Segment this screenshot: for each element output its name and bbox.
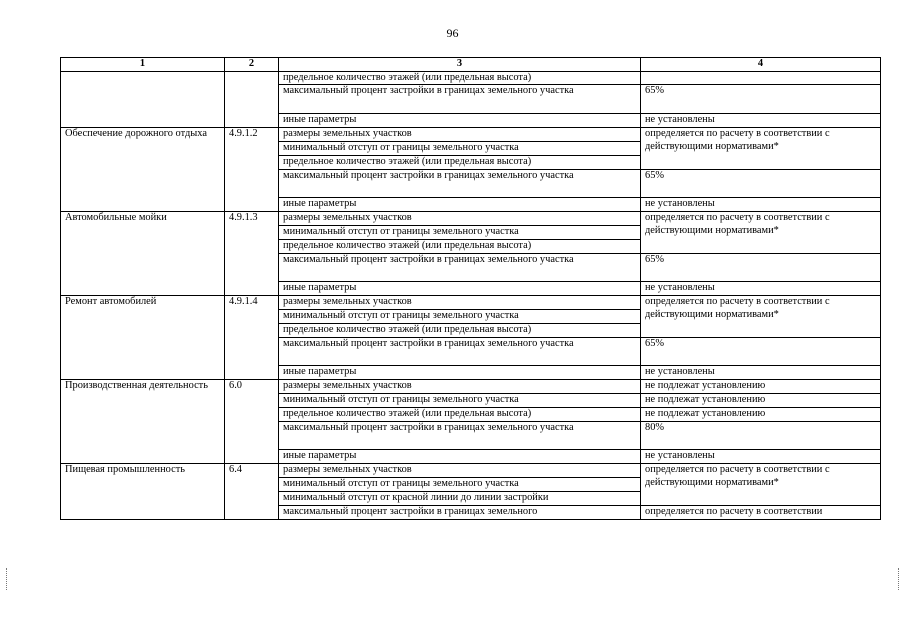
parameter-name-cell: иные параметры — [279, 198, 641, 212]
land-use-code-cell: 6.0 — [225, 380, 279, 464]
column-header-1: 1 — [61, 58, 225, 72]
parameter-name-cell: размеры земельных участков — [279, 380, 641, 394]
parameter-value-cell: определяется по расчету в соответствии с действующими нормативами* — [641, 212, 881, 254]
table-row — [61, 128, 881, 142]
parameter-name-cell: иные параметры — [279, 282, 641, 296]
table-row — [61, 296, 881, 310]
table-row — [61, 464, 881, 478]
parameter-value-cell: определяется по расчету в соответствии с действующими нормативами* — [641, 296, 881, 338]
parameter-value-cell: 65% — [641, 338, 881, 366]
parameter-value-cell: 65% — [641, 170, 881, 198]
parameter-name-cell: максимальный процент застройки в границах земельного участка — [279, 422, 641, 450]
parameter-value-cell: не установлены — [641, 450, 881, 464]
parameter-name-cell: предельное количество этажей (или предельная высота) — [279, 71, 641, 85]
parameter-name-cell: минимальный отступ от границы земельного участка — [279, 142, 641, 156]
table-row — [61, 71, 881, 85]
parameter-name-cell: иные параметры — [279, 366, 641, 380]
land-use-code-cell: 4.9.1.3 — [225, 212, 279, 296]
table-row — [61, 380, 881, 394]
regulations-table — [60, 57, 881, 520]
parameter-name-cell: иные параметры — [279, 450, 641, 464]
table-header-row — [61, 58, 881, 72]
page-number: 96 — [446, 26, 459, 40]
parameter-value-cell: определяется по расчету в соответствии с действующими нормативами* — [641, 128, 881, 170]
parameter-value-cell: не подлежат установлению — [641, 394, 881, 408]
parameter-value-cell: не подлежат установлению — [641, 380, 881, 394]
parameter-value-cell: 65% — [641, 85, 881, 114]
table-body — [61, 71, 881, 519]
left-margin-mark — [6, 568, 9, 590]
parameter-name-cell: размеры земельных участков — [279, 464, 641, 478]
parameter-value-cell: 65% — [641, 254, 881, 282]
parameter-name-cell: минимальный отступ от границы земельного участка — [279, 478, 641, 492]
parameter-name-cell: максимальный процент застройки в границах земельного участка — [279, 338, 641, 366]
parameter-name-cell: размеры земельных участков — [279, 128, 641, 142]
parameter-name-cell: предельное количество этажей (или предельная высота) — [279, 156, 641, 170]
column-header-2: 2 — [225, 58, 279, 72]
column-header-4: 4 — [641, 58, 881, 72]
column-header-3: 3 — [279, 58, 641, 72]
parameter-value-cell: определяется по расчету в соответствии с действующими нормативами* — [641, 464, 881, 506]
parameter-name-cell: иные параметры — [279, 114, 641, 128]
parameter-name-cell: минимальный отступ от границы земельного участка — [279, 394, 641, 408]
parameter-value-cell: не установлены — [641, 198, 881, 212]
parameter-name-cell: размеры земельных участков — [279, 296, 641, 310]
land-use-code-cell: 4.9.1.2 — [225, 128, 279, 212]
land-use-code-cell: 4.9.1.4 — [225, 296, 279, 380]
land-use-code-cell — [225, 71, 279, 127]
land-use-type-cell: Ремонт автомобилей — [61, 296, 225, 380]
parameter-value-cell: не подлежат установлению — [641, 408, 881, 422]
parameter-name-cell: минимальный отступ от границы земельного участка — [279, 226, 641, 240]
land-use-type-cell — [61, 71, 225, 127]
land-use-code-cell: 6.4 — [225, 464, 279, 520]
parameter-value-cell — [641, 71, 881, 85]
parameter-value-cell: 80% — [641, 422, 881, 450]
parameter-name-cell: максимальный процент застройки в границах земельного — [279, 506, 641, 520]
parameter-name-cell: предельное количество этажей (или предельная высота) — [279, 324, 641, 338]
parameter-name-cell: предельное количество этажей (или предельная высота) — [279, 408, 641, 422]
parameter-name-cell: размеры земельных участков — [279, 212, 641, 226]
land-use-type-cell: Обеспечение дорожного отдыха — [61, 128, 225, 212]
right-margin-mark — [898, 568, 901, 590]
land-use-type-cell: Пищевая промышленность — [61, 464, 225, 520]
parameter-name-cell: максимальный процент застройки в границах земельного участка — [279, 254, 641, 282]
table-row — [61, 212, 881, 226]
parameter-value-cell: определяется по расчету в соответствии — [641, 506, 881, 520]
parameter-value-cell: не установлены — [641, 366, 881, 380]
parameter-value-cell: не установлены — [641, 114, 881, 128]
parameter-value-cell: не установлены — [641, 282, 881, 296]
parameter-name-cell: максимальный процент застройки в границах земельного участка — [279, 170, 641, 198]
parameter-name-cell: предельное количество этажей (или предельная высота) — [279, 240, 641, 254]
parameter-name-cell: минимальный отступ от красной линии до линии застройки — [279, 492, 641, 506]
parameter-name-cell: максимальный процент застройки в границах земельного участка — [279, 85, 641, 114]
land-use-type-cell: Производственная деятельность — [61, 380, 225, 464]
parameter-name-cell: минимальный отступ от границы земельного участка — [279, 310, 641, 324]
land-use-type-cell: Автомобильные мойки — [61, 212, 225, 296]
